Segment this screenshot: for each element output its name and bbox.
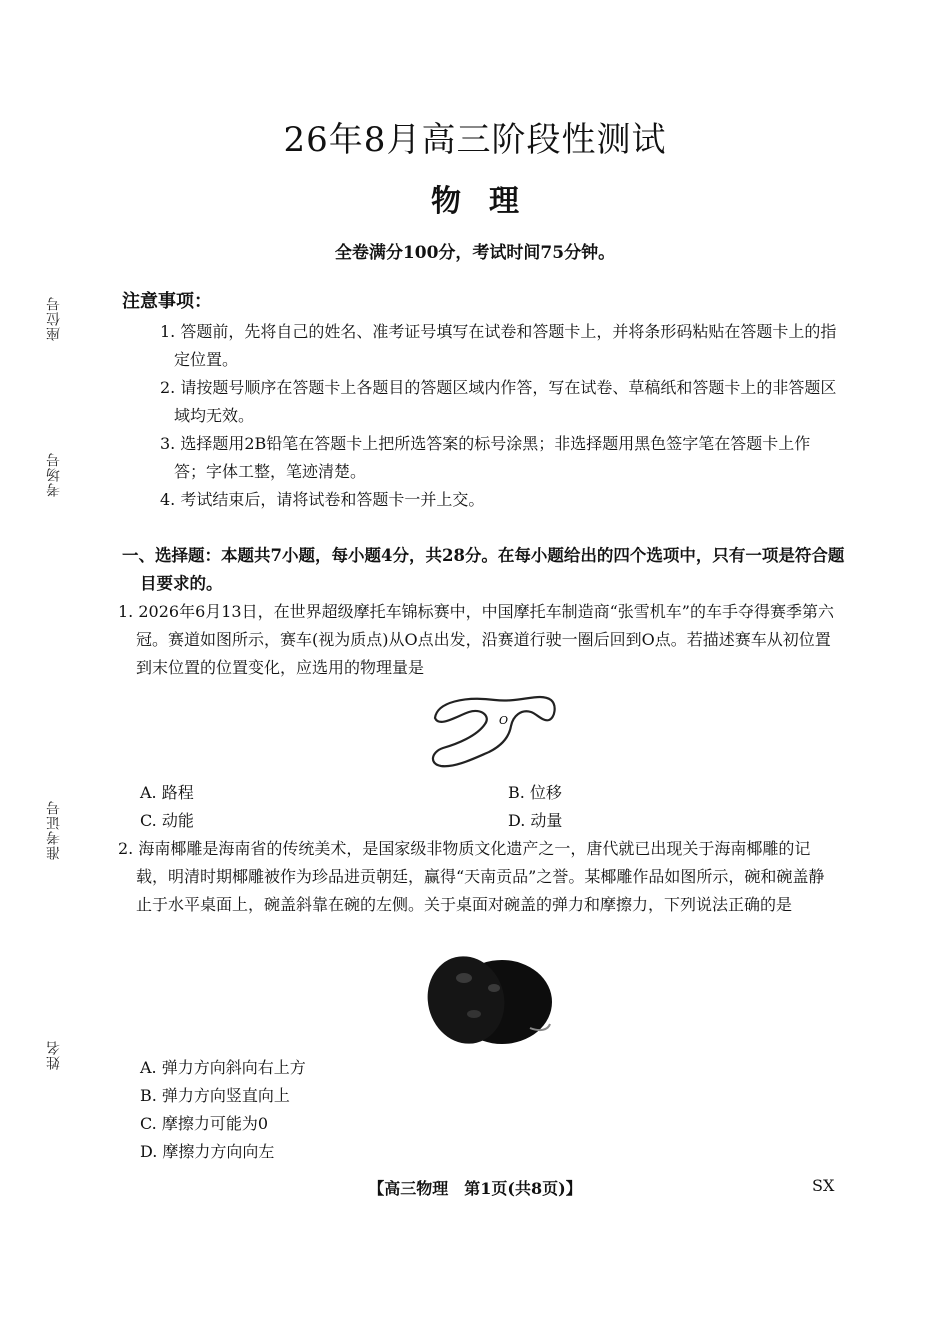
q1-option-d[interactable]: D. 动量	[508, 811, 563, 830]
q1-option-b[interactable]: B. 位移	[508, 783, 562, 802]
question-1	[118, 598, 838, 682]
notice-item-1: 1. 答题前，先将自己的姓名、准考证号填写在试卷和答题卡上，并将条形码粘贴在答题卡上的指定位置。	[160, 322, 837, 369]
exam-meta: 全卷满分100分，考试时间75分钟。	[334, 243, 616, 263]
exam-title: 26年8月高三阶段性测试	[283, 120, 667, 160]
track-path	[433, 697, 555, 766]
question-2-options	[140, 1054, 306, 1166]
question-2	[118, 835, 838, 919]
q1-option-c[interactable]: C. 动能	[140, 811, 194, 830]
paper-code: SX	[812, 1176, 835, 1195]
notice-title: 注意事项：	[122, 291, 212, 312]
question-2-stem: 2. 海南椰雕是海南省的传统美术，是国家级非物质文化遗产之一，唐代就已出现关于海南椰雕的记载，明清时期椰雕被作为珍品进贡朝廷，赢得“天南贡品”之誉。某椰雕作品如图所示，碗和碗盖静止于水平桌面上，碗盖斜靠在碗的左侧。关于桌面对碗盖的弹力和摩擦力，下列说法正确的是	[118, 839, 825, 914]
notice-item-4: 4. 考试结束后，请将试卷和答题卡一并上交。	[160, 490, 485, 509]
subject-title: 物理	[431, 184, 547, 219]
q1-option-a[interactable]: A. 路程	[140, 783, 194, 802]
q2-option-d[interactable]: D. 摩擦力方向向左	[140, 1142, 275, 1161]
q2-option-c[interactable]: C. 摩擦力可能为0	[140, 1114, 269, 1133]
page-footer: 【高三物理 第1页(共8页)】	[368, 1179, 582, 1198]
q2-option-a[interactable]: A. 弹力方向斜向右上方	[140, 1058, 306, 1077]
notice-list	[160, 318, 840, 514]
carving-detail-2	[488, 984, 500, 992]
coconut-bowl-figure	[424, 948, 556, 1050]
name-label: 姓名	[46, 1040, 62, 1070]
notice-item-3: 3. 选择题用2B铅笔在答题卡上把所选答案的标号涂黑；非选择题用黑色签字笔在答题卡上作答；字体工整，笔迹清楚。	[160, 434, 811, 481]
carving-detail-1	[456, 973, 472, 983]
section-heading: 一、选择题：本题共7小题，每小题4分，共28分。在每小题给出的四个选项中，只有一项是符合题目要求的。	[122, 546, 845, 593]
exam-room-label: 考场号	[46, 452, 62, 497]
track-point-o: O	[499, 714, 509, 727]
admission-number-label: 准考证号	[46, 800, 62, 860]
q2-option-b[interactable]: B. 弹力方向竖直向上	[140, 1086, 290, 1105]
carving-detail-3	[467, 1010, 481, 1018]
race-track-figure	[425, 690, 560, 774]
seat-number-label: 座位号	[46, 296, 62, 341]
notice-item-2: 2. 请按题号顺序在答题卡上各题目的答题区域内作答，写在试卷、草稿纸和答题卡上的非答题区域均无效。	[160, 378, 837, 425]
question-1-stem: 1. 2026年6月13日，在世界超级摩托车锦标赛中，中国摩托车制造商“张雪机车”的车手夺得赛季第六冠。赛道如图所示，赛车(视为质点)从O点出发，沿赛道行驶一圈后回到O点。若描述赛车从初位置到末位置的位置变化，应选用的物理量是	[118, 602, 834, 677]
